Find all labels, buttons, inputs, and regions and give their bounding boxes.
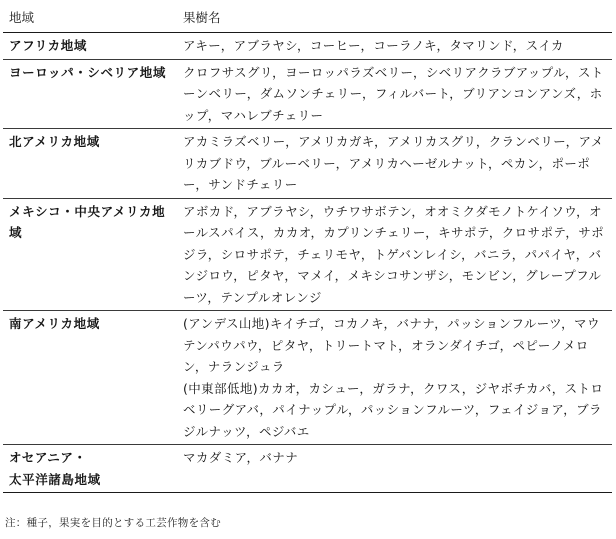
fruit-tree-table xyxy=(3,2,612,493)
fruits-cell xyxy=(177,311,612,445)
table-row-south-america xyxy=(3,311,612,445)
fruits-cell: アキー，アブラヤシ，コーヒー，コーラノキ，タマリンド，スイカ xyxy=(177,33,612,60)
region-cell: アフリカ地域 xyxy=(3,33,177,60)
table-row-africa xyxy=(3,33,612,60)
table-row-mexico-central-america xyxy=(3,198,612,311)
table-row-oceania-pacific xyxy=(3,445,612,493)
fruits-cell: クロフサスグリ，ヨーロッパラズベリー，シベリアクラブアップル，ストーンベリー，ダムソンチェリー，フィルバート，ブリアンコンアンズ，ホップ，マハレブチェリー xyxy=(177,59,612,129)
table-footnote: 注：種子，果実を目的とする工芸作物を含む xyxy=(5,517,221,529)
table-row-europe-siberia xyxy=(3,59,612,129)
column-header-region: 地域 xyxy=(3,2,177,33)
fruits-cell: アボカド，アブラヤシ，ウチワサボテン，オオミクダモノトケイソウ，オールスパイス，カカオ，カプリンチェリー，キサポテ，クロサポテ，サポジラ，シロサポテ，チェリモヤ，トゲバンレイシ，バニラ，パパイヤ，バンジロウ，ピタヤ，マメイ，メキシコサンザシ，モンビン，グレープフルーツ，テンプルオレンジ xyxy=(177,198,612,311)
region-line-1: オセアニア・ xyxy=(9,450,87,465)
region-line-2: 太平洋諸島地域 xyxy=(9,471,101,487)
fruits-lowland-text: (中東部低地)カカオ，カシュー，ガラナ，クワス，ジヤボチカバ，ストロベリーグアバ，パイナップル，パッションフルーツ，フェイジョア，ブラジルナッツ，ペジバエ xyxy=(183,380,604,439)
fruits-cell: マカダミア，バナナ xyxy=(177,445,612,493)
column-header-fruits: 果樹名 xyxy=(177,2,612,33)
region-cell xyxy=(3,445,177,493)
region-cell: ヨーロッパ・シベリア地域 xyxy=(3,59,177,129)
region-cell: メキシコ・中央アメリカ地域 xyxy=(3,198,177,311)
table-header-row xyxy=(3,2,612,33)
region-cell: 南アメリカ地域 xyxy=(3,311,177,445)
fruits-cell: アカミラズベリー，アメリカガキ，アメリカスグリ，クランベリー，アメリカブドウ，ブルーベリー，アメリカヘーゼルナット，ペカン，ポーポー，サンドチェリー xyxy=(177,129,612,199)
region-cell: 北アメリカ地域 xyxy=(3,129,177,199)
fruits-andes-text: (アンデス山地)キイチゴ，コカノキ，バナナ，パッションフルーツ，マウテンパウパウ，ピタヤ，トリートマト，オランダイチゴ，ペピーノメロン，ナランジュラ xyxy=(183,316,600,374)
table-row-north-america xyxy=(3,129,612,199)
